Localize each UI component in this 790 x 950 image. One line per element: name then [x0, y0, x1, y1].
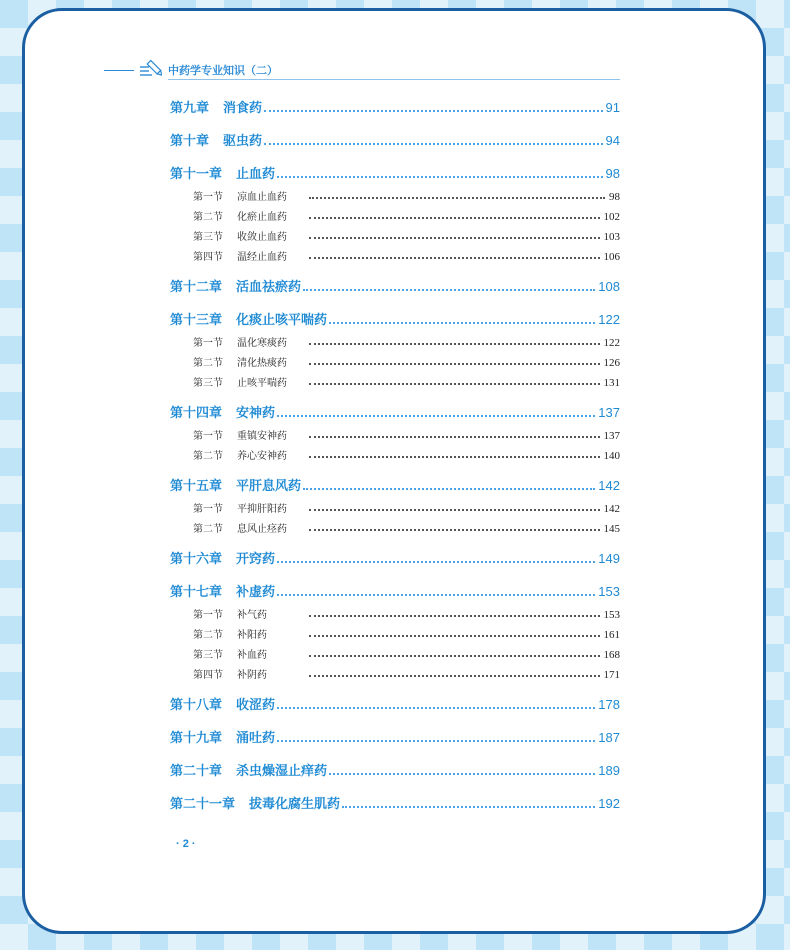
toc-page-number: 171 — [603, 669, 620, 681]
toc-chapter-row[interactable] — [170, 309, 620, 328]
toc-section-row[interactable] — [170, 374, 620, 389]
toc-chapter-row[interactable] — [170, 581, 620, 600]
toc-entry-number: 第一节 — [193, 504, 223, 515]
toc-section-row[interactable] — [170, 188, 620, 203]
toc-page-number: 142 — [598, 478, 620, 493]
toc-page-number: 91 — [605, 100, 620, 115]
toc-dot-leader — [264, 110, 603, 112]
toc-entry-title: 补阴药 — [237, 670, 267, 681]
toc-entry-number: 第一节 — [193, 610, 223, 621]
toc-dot-leader — [329, 322, 595, 324]
toc-page-number: 122 — [598, 312, 620, 327]
toc-entry-number: 第三节 — [193, 650, 223, 661]
toc-page-number: 140 — [603, 450, 620, 462]
toc-chapter-row[interactable] — [170, 475, 620, 494]
toc-dot-leader — [309, 343, 600, 345]
toc-entry-title: 消食药 — [223, 101, 263, 116]
toc-chapter-row[interactable] — [170, 163, 620, 182]
toc-page-number: 122 — [603, 337, 620, 349]
toc-section-row[interactable] — [170, 447, 620, 462]
toc-entry-number: 第十八章 — [170, 698, 223, 713]
toc-entry-title: 化痰止咳平喘药 — [236, 313, 328, 328]
toc-section-row[interactable] — [170, 500, 620, 515]
toc-entry-number: 第十一章 — [170, 167, 223, 182]
toc-dot-leader — [309, 675, 600, 677]
toc-chapter-row[interactable] — [170, 548, 620, 567]
toc-page-number: 153 — [603, 609, 620, 621]
toc-page-number: 94 — [605, 133, 620, 148]
toc-entry-title: 涌吐药 — [236, 731, 276, 746]
toc-entry-title: 清化热痰药 — [237, 358, 287, 369]
toc-page-number: 98 — [605, 166, 620, 181]
toc-section-row[interactable] — [170, 606, 620, 621]
toc-page-number: 137 — [603, 430, 620, 442]
toc-entry-title: 重镇安神药 — [237, 431, 287, 442]
toc-dot-leader — [277, 176, 603, 178]
toc-dot-leader — [309, 456, 600, 458]
toc-chapter-row[interactable] — [170, 727, 620, 746]
toc-section-row[interactable] — [170, 334, 620, 349]
toc-entry-title: 平肝息风药 — [236, 479, 302, 494]
toc-entry-title: 补气药 — [237, 610, 267, 621]
toc-page-number: 153 — [598, 584, 620, 599]
toc-entry-number: 第十五章 — [170, 479, 223, 494]
page-number: · 2 · — [176, 838, 196, 850]
toc-chapter-row[interactable] — [170, 97, 620, 116]
toc-dot-leader — [309, 615, 600, 617]
toc-dot-leader — [309, 509, 600, 511]
toc-page-number: 126 — [603, 357, 620, 369]
toc-dot-leader — [342, 806, 595, 808]
toc-entry-number: 第一节 — [193, 338, 223, 349]
toc-dot-leader — [309, 655, 600, 657]
toc-dot-leader — [309, 436, 600, 438]
toc-page-number: 106 — [603, 251, 620, 263]
toc-entry-title: 止血药 — [236, 167, 276, 182]
toc-section-row[interactable] — [170, 666, 620, 681]
toc-page-number: 137 — [598, 405, 620, 420]
toc-entry-title: 安神药 — [236, 406, 276, 421]
toc-entry-title: 拔毒化腐生肌药 — [249, 797, 341, 812]
toc-dot-leader — [277, 415, 595, 417]
toc-dot-leader — [329, 773, 595, 775]
toc-dot-leader — [309, 383, 600, 385]
toc-dot-leader — [277, 740, 595, 742]
toc-chapter-row[interactable] — [170, 694, 620, 713]
toc-page-number: 187 — [598, 730, 620, 745]
toc-entry-title: 温经止血药 — [237, 252, 287, 263]
toc-section-row[interactable] — [170, 646, 620, 661]
toc-entry-number: 第三节 — [193, 232, 223, 243]
toc-page-number: 98 — [609, 191, 620, 203]
toc-dot-leader — [264, 143, 603, 145]
toc-dot-leader — [277, 707, 595, 709]
toc-entry-number: 第十二章 — [170, 280, 223, 295]
toc-section-row[interactable] — [170, 520, 620, 535]
toc-section-row[interactable] — [170, 354, 620, 369]
toc-page-number: 102 — [603, 211, 620, 223]
toc-entry-title: 收敛止血药 — [237, 232, 287, 243]
toc-entry-number: 第二十章 — [170, 764, 223, 779]
toc-entry-title: 止咳平喘药 — [237, 378, 287, 389]
toc-entry-number: 第二节 — [193, 212, 223, 223]
toc-page-number: 108 — [598, 279, 620, 294]
toc-entry-number: 第十三章 — [170, 313, 223, 328]
toc-entry-number: 第二节 — [193, 524, 223, 535]
toc-entry-title: 补虚药 — [236, 585, 276, 600]
toc-section-row[interactable] — [170, 228, 620, 243]
toc-entry-title: 息风止痉药 — [237, 524, 287, 535]
toc-page-number: 103 — [603, 231, 620, 243]
toc-page-number: 131 — [603, 377, 620, 389]
toc-entry-number: 第一节 — [193, 192, 223, 203]
toc-dot-leader — [309, 529, 600, 531]
toc-chapter-row[interactable] — [170, 402, 620, 421]
toc-entry-number: 第二节 — [193, 451, 223, 462]
running-header — [104, 58, 620, 82]
toc-entry-title: 开窍药 — [236, 552, 276, 567]
toc-dot-leader — [277, 594, 595, 596]
toc-page-number: 145 — [603, 523, 620, 535]
toc-entry-number: 第十九章 — [170, 731, 223, 746]
toc-entry-title: 补阳药 — [237, 630, 267, 641]
toc-entry-title: 收涩药 — [236, 698, 276, 713]
toc-entry-title: 驱虫药 — [223, 134, 263, 149]
toc-dot-leader — [309, 635, 600, 637]
toc-dot-leader — [303, 488, 595, 490]
toc-entry-title: 温化寒痰药 — [237, 338, 287, 349]
toc-entry-number: 第三节 — [193, 378, 223, 389]
pencil-icon — [138, 58, 162, 80]
header-title: 中药学专业知识（二） — [168, 64, 278, 77]
toc-dot-leader — [303, 289, 595, 291]
toc-entry-title: 活血祛瘀药 — [236, 280, 302, 295]
toc-dot-leader — [309, 257, 600, 259]
header-rule — [168, 79, 620, 80]
toc-dot-leader — [277, 561, 595, 563]
toc-section-row[interactable] — [170, 208, 620, 223]
toc-page-number: 168 — [603, 649, 620, 661]
toc-entry-title: 凉血止血药 — [237, 192, 287, 203]
toc-dot-leader — [309, 363, 600, 365]
toc-page-number: 161 — [603, 629, 620, 641]
toc-entry-number: 第四节 — [193, 670, 223, 681]
toc-section-row[interactable] — [170, 427, 620, 442]
toc-chapter-row[interactable] — [170, 760, 620, 779]
toc-entry-number: 第二十一章 — [170, 797, 236, 812]
toc-dot-leader — [309, 197, 605, 199]
toc-dot-leader — [309, 237, 600, 239]
toc-page-number: 192 — [598, 796, 620, 811]
toc-entry-number: 第十六章 — [170, 552, 223, 567]
toc-page-number: 142 — [603, 503, 620, 515]
toc-entry-number: 第四节 — [193, 252, 223, 263]
toc-entry-title: 补血药 — [237, 650, 267, 661]
toc-entry-number: 第二节 — [193, 358, 223, 369]
toc-section-row[interactable] — [170, 626, 620, 641]
toc-entry-title: 化瘀止血药 — [237, 212, 287, 223]
toc-page-number: 189 — [598, 763, 620, 778]
toc-entry-number: 第十章 — [170, 134, 210, 149]
toc-entry-number: 第一节 — [193, 431, 223, 442]
toc-entry-number: 第九章 — [170, 101, 210, 116]
toc-page-number: 149 — [598, 551, 620, 566]
toc-page-number: 178 — [598, 697, 620, 712]
toc-entry-number: 第十七章 — [170, 585, 223, 600]
toc-section-row[interactable] — [170, 248, 620, 263]
toc-entry-title: 杀虫燥湿止痒药 — [236, 764, 328, 779]
toc-entry-title: 养心安神药 — [237, 451, 287, 462]
toc-dot-leader — [309, 217, 600, 219]
header-lead-line — [104, 70, 134, 71]
toc-entry-number: 第十四章 — [170, 406, 223, 421]
toc-entry-title: 平抑肝阳药 — [237, 504, 287, 515]
toc-chapter-row[interactable] — [170, 793, 620, 812]
toc-chapter-row[interactable] — [170, 130, 620, 149]
toc-chapter-row[interactable] — [170, 276, 620, 295]
toc-entry-number: 第二节 — [193, 630, 223, 641]
